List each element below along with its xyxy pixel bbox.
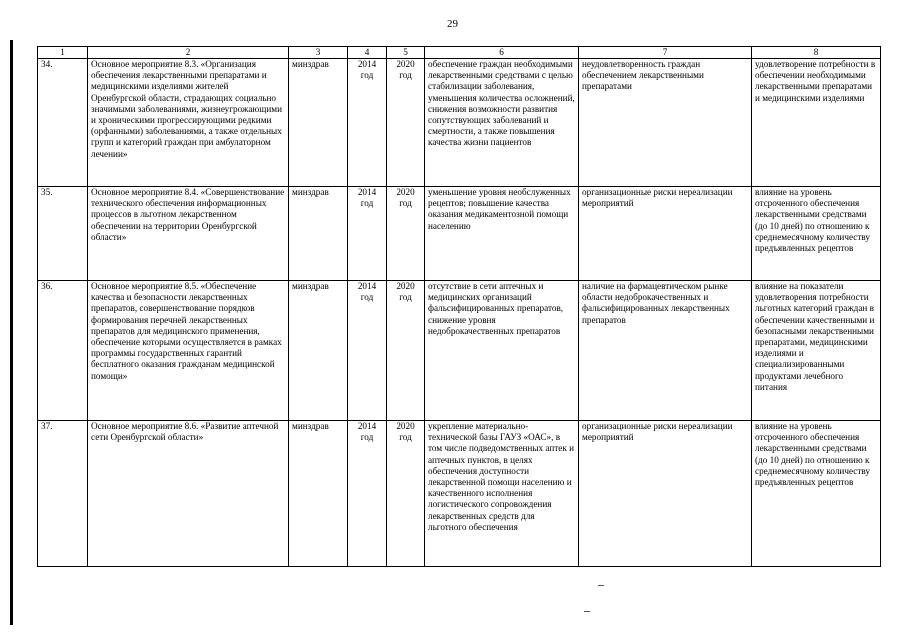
scan-speck bbox=[598, 585, 604, 586]
scan-speck bbox=[584, 611, 590, 612]
risk: организационные риски нереализации мероприятий bbox=[579, 187, 752, 281]
row-number: 34. bbox=[38, 59, 88, 187]
table-row bbox=[38, 187, 881, 281]
event-name: Основное мероприятие 8.5. «Обеспечение качества и безопасности лекарственных препаратов, совершенствование порядков формирования перечней лекарственных препаратов для медицинского применения, обеспечение которыми осуществляется в рамках программы государственных гарантий бесплатного оказания гражданам медицинской помощи» bbox=[88, 281, 289, 421]
start-year: 2014 год bbox=[348, 421, 387, 567]
executor: минздрав bbox=[289, 421, 348, 567]
header-row bbox=[38, 47, 881, 59]
end-year: 2020 год bbox=[387, 281, 425, 421]
start-year: 2014 год bbox=[348, 281, 387, 421]
expected-result: уменьшение уровня необслуженных рецептов; повышение качества оказания медикаментозной помощи населению bbox=[425, 187, 579, 281]
executor: минздрав bbox=[289, 187, 348, 281]
expected-result: укрепление материально-технической базы ГАУЗ «ОАС», в том числе подведомственных аптек и аптечных пунктов, в целях обеспечения доступности лекарственной помощи населению и качественного исполнения логистического сопровождения лекарственных средств для льготного обеспечения bbox=[425, 421, 579, 567]
event-name: Основное мероприятие 8.6. «Развитие аптечной сети Оренбургской области» bbox=[88, 421, 289, 567]
page-number: 29 bbox=[447, 18, 458, 30]
row-number: 36. bbox=[38, 281, 88, 421]
column-header: 7 bbox=[579, 47, 752, 59]
row-number: 37. bbox=[38, 421, 88, 567]
left-margin-bar bbox=[10, 40, 13, 625]
column-header: 5 bbox=[387, 47, 425, 59]
executor: минздрав bbox=[289, 281, 348, 421]
table-row bbox=[38, 59, 881, 187]
expected-result: отсутствие в сети аптечных и медицинских организаций фальсифицированных препаратов, снижение уровня недоброкачественных препаратов bbox=[425, 281, 579, 421]
end-year: 2020 год bbox=[387, 59, 425, 187]
risk: наличие на фармацевтическом рынке области недоброкачественных и фальсифицированных лекарственных препаратов bbox=[579, 281, 752, 421]
end-year: 2020 год bbox=[387, 187, 425, 281]
program-events-table bbox=[37, 46, 881, 567]
indicator: удовлетворение потребности в обеспечении необходимыми лекарственными препаратами и медицинскими изделиями bbox=[752, 59, 881, 187]
start-year: 2014 год bbox=[348, 187, 387, 281]
risk: неудовлетворенность граждан обеспечением лекарственными препаратами bbox=[579, 59, 752, 187]
expected-result: обеспечение граждан необходимыми лекарственными средствами с целью стабилизации заболевания, уменьшения количества осложнений, снижения возможности развития сопутствующих заболеваний и смертности, а также повышения качества жизни пациентов bbox=[425, 59, 579, 187]
indicator: влияние на уровень отсроченного обеспечения лекарственными средствами (до 10 дней) по отношению к среднемесячному количеству предъявленных рецептов bbox=[752, 187, 881, 281]
column-header: 2 bbox=[88, 47, 289, 59]
indicator: влияние на уровень отсроченного обеспечения лекарственными средствами (до 10 дней) по отношению к среднемесячному количеству предъявленных рецептов bbox=[752, 421, 881, 567]
column-header: 3 bbox=[289, 47, 348, 59]
column-header: 4 bbox=[348, 47, 387, 59]
executor: минздрав bbox=[289, 59, 348, 187]
column-header: 6 bbox=[425, 47, 579, 59]
indicator: влияние на показатели удовлетворения потребности льготных категорий граждан в обеспечении качественными и безопасными лекарственными препаратами, медицинскими изделиями и специализированными продуктами лечебного питания bbox=[752, 281, 881, 421]
risk: организационные риски нереализации мероприятий bbox=[579, 421, 752, 567]
column-header: 1 bbox=[38, 47, 88, 59]
row-number: 35. bbox=[38, 187, 88, 281]
end-year: 2020 год bbox=[387, 421, 425, 567]
start-year: 2014 год bbox=[348, 59, 387, 187]
column-header: 8 bbox=[752, 47, 881, 59]
event-name: Основное мероприятие 8.3. «Организация обеспечения лекарственными препаратами и медицинскими изделиями жителей Оренбургской области, страдающих социально значимыми заболеваниями, жизнеугрожающими и хроническими прогрессирующими редкими (орфанными) заболеваниями, а также отдельных групп и категорий граждан при амбулаторном лечении» bbox=[88, 59, 289, 187]
table-row bbox=[38, 281, 881, 421]
table-row bbox=[38, 421, 881, 567]
event-name: Основное мероприятие 8.4. «Совершенствование технического обеспечения информационных процессов в льготном лекарственном обеспечении на территории Оренбургской области» bbox=[88, 187, 289, 281]
